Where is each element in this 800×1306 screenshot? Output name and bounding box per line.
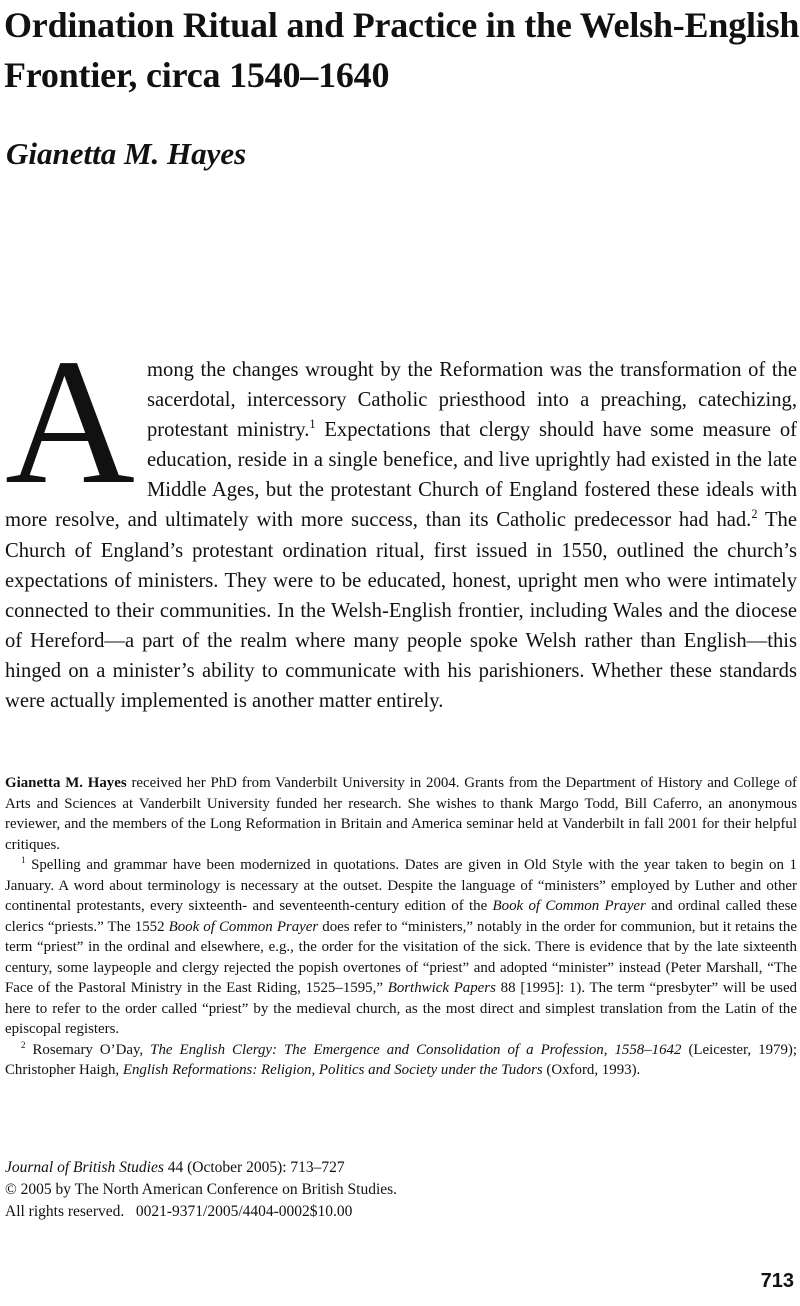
footnote-2-text: (Leicester, 1979); Christopher Haigh, [5, 1041, 797, 1078]
paragraph-text-end: The Church of England’s protestant ordination ritual, first issued in 1550, outlined the church’s expectations of ministers. They were to be educated, honest, upright men who were intimately connected to their communities. In the Welsh-English frontier, including Wales and the diocese of Hereford—a part of the realm where many people spoke Welsh rather than English—this hinged on a minister’s ability to communicate with his parishioners. Whether these standards were actually implemented is another matter entirely. [5, 509, 797, 713]
journal-details: 44 (October 2005): 713–727 [163, 1159, 345, 1176]
footnote-ref-1[interactable]: 1 [309, 417, 316, 432]
footnote-1-title: Borthwick Papers [387, 980, 496, 996]
bio-name: Gianetta M. Hayes [5, 775, 127, 791]
footnote-1-marker: 1 [21, 855, 26, 866]
author-name: Gianetta M. Hayes [6, 136, 247, 171]
footnote-1-text: does refer to “ministers,” notably in the order for communion, but it retains the term “priest” in the ordinal and elsewhere, e.g., the order for the visitation of the sick. There is evidence that by the late sixteenth century, some laypeople and clergy rejected the popish overtones of “priest” and adopted “minister” instead (Peter Marshall, “The Face of the Pastoral Ministry in the East Riding, 1525–1595,” [5, 918, 797, 996]
footnote-2-title: English Reformations: Religion, Politics and Society under the Tudors [122, 1062, 543, 1078]
footnote-1-title: Book of Common Prayer [168, 918, 319, 935]
footnotes [5, 773, 797, 1081]
footnote-2-title: The English Clergy: The Emergence and Consolidation of a Profession, 1558–1642 [150, 1041, 682, 1058]
journal-name: Journal of British Studies [5, 1159, 164, 1176]
footnote-2-marker: 2 [21, 1039, 26, 1050]
journal-citation [5, 1157, 605, 1179]
journal-info [5, 1157, 605, 1223]
rights-line: All rights reserved. 0021-9371/2005/4404-0002$10.00 [5, 1203, 353, 1220]
footnote-2 [5, 1040, 797, 1081]
footnote-2-text: (Oxford, 1993). [542, 1062, 641, 1078]
copyright-line: © 2005 by The North American Conference on British Studies. [5, 1181, 398, 1198]
footnote-1 [5, 855, 797, 1040]
paragraph-text-mid: Expectations that clergy should have some measure of education, reside in a single benefice, and live uprightly had existed in the late Middle Ages, but the protestant Church of England fostered these ideals with more resolve, and ultimately with more success, than its Catholic predecessor had had. [5, 419, 797, 532]
footnote-1-text: Spelling and grammar have been modernized in quotations. Dates are given in Old Style with the year taken to begin on 1 January. A word about terminology is necessary at the outset. Despite the language of “ministers” employed by Luther and other continental protestants, every sixteenth- and seventeenth-century edition of the [5, 857, 797, 914]
paragraph-text-start: mong the changes wrought by the Reformation was the transformation of the sacerdotal, intercessory Catholic priesthood into a preaching, catechizing, protestant ministry. [147, 359, 797, 442]
footnote-1-title: Book of Common Prayer [492, 898, 646, 914]
footnote-1-text: 88 [1995]: 1). The term “presbyter” will be used here to refer to the order called “priest” by the medieval church, as the most direct and simplest translation from the Latin of the episcopal registers. [5, 980, 797, 1037]
footnote-1-text: and ordinal called these clerics “priests.” The 1552 [5, 898, 797, 935]
page-number: 713 [760, 1270, 794, 1292]
footnote-ref-2[interactable]: 2 [751, 507, 758, 522]
article-title: Ordination Ritual and Practice in the Welsh-English Frontier, circa 1540–1640 [4, 5, 800, 95]
bio-text: received her PhD from Vanderbilt University in 2004. Grants from the Department of History and College of Arts and Sciences at Vanderbilt University funded her research. She wishes to thank Margo Todd, Bill Caferro, an anonymous reviewer, and the members of the Long Reformation in Britain and America seminar held at Vanderbilt in fall 2001 for their helpful critiques. [5, 775, 797, 853]
author-bio-note [5, 773, 797, 855]
drop-cap: A [5, 322, 135, 521]
opening-paragraph [5, 322, 797, 716]
footnote-2-text: Rosemary O’Day, [25, 1041, 151, 1058]
